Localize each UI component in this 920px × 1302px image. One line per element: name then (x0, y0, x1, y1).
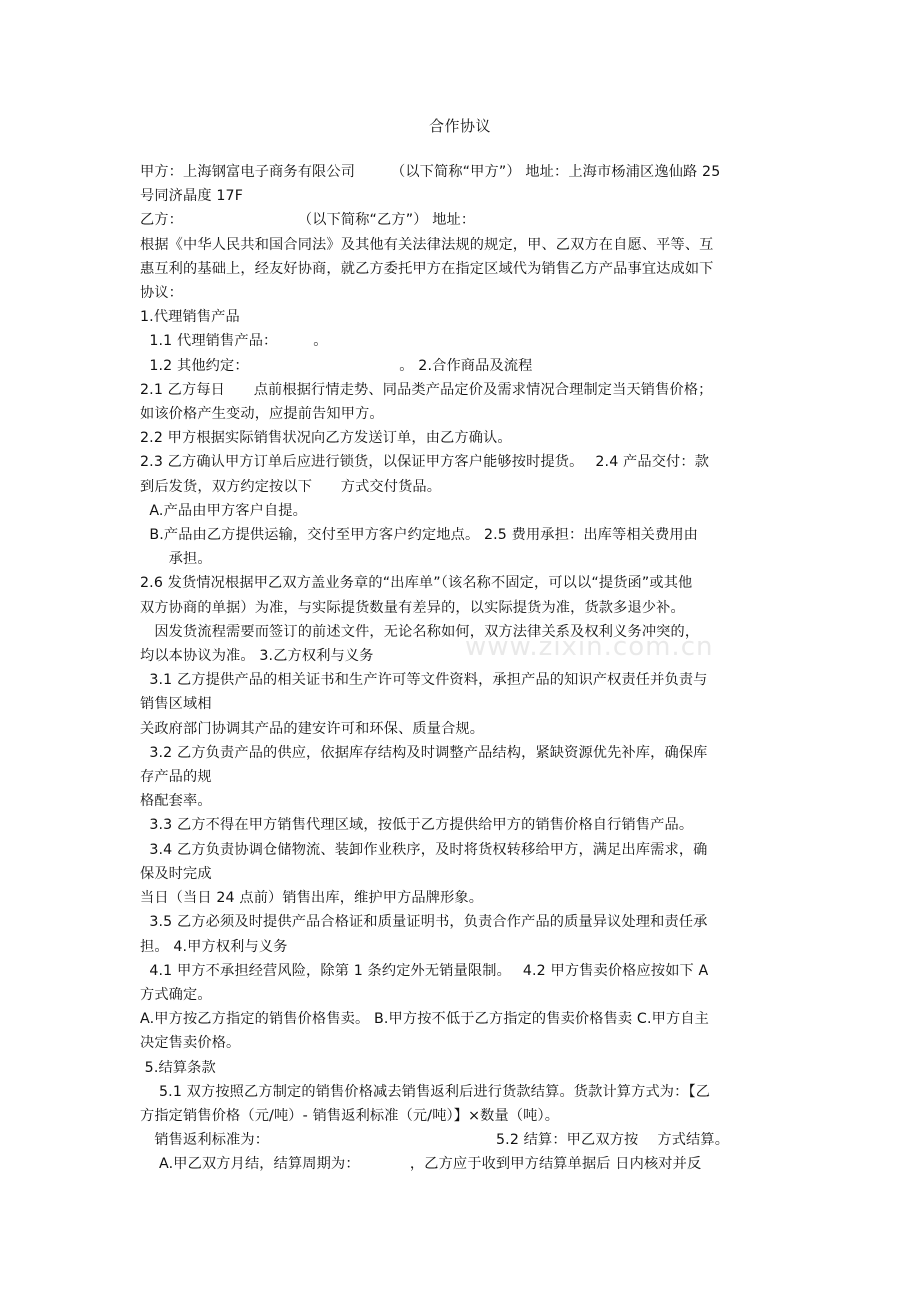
document-line: 因发货流程需要而签订的前述文件，无论名称如何，双方法律关系及权利义务冲突的， (140, 623, 700, 640)
document-line: 惠互利的基础上，经友好协商，就乙方委托甲方在指定区域代为销售乙方产品事宜达成如下 (140, 260, 714, 277)
document-line: A.产品由甲方客户自提。 (140, 502, 307, 519)
document-line: 销售区域相 (140, 696, 212, 713)
document-line: 担。 4.甲方权利与义务 (140, 938, 288, 955)
document-line: 到后发货，双方约定按以下 方式交付货品。 (140, 478, 442, 495)
document-line: 决定售卖价格。 (140, 1035, 241, 1052)
document-line: 双方协商的单据）为准，与实际提货数量有差异的，以实际提货为准，货款多退少补。 (140, 599, 685, 616)
document-line: 格配套率。 (140, 793, 212, 810)
document-line: 3.3 乙方不得在甲方销售代理区域，按低于乙方提供给甲方的销售价格自行销售产品。 (140, 817, 694, 834)
document-line: 均以本协议为准。 3.乙方权利与义务 (140, 648, 374, 665)
document-line: 1.1 代理销售产品： 。 (140, 333, 328, 350)
document-line: A.甲乙双方月结，结算周期为： ，乙方应于收到甲方结算单据后 日内核对并反 (140, 1156, 702, 1173)
document-line: 方式确定。 (140, 986, 212, 1003)
document-line: 如该价格产生变动，应提前告知甲方。 (140, 406, 384, 423)
document-line: 号同济晶度 17F (140, 188, 244, 205)
document-line: 承担。 (140, 551, 212, 568)
document-body (140, 160, 788, 1177)
document-line: 协议： (140, 285, 184, 302)
document-line: 5.结算条款 (140, 1059, 216, 1076)
document-line: A.甲方按乙方指定的销售价格售卖。 B.甲方按不低于乙方指定的售卖价格售卖 C.甲方自主 (140, 1011, 709, 1028)
document-line: 方指定销售价格（元/吨）- 销售返利标准（元/吨）】×数量（吨）。 (140, 1107, 560, 1124)
document-line: 保及时完成 (140, 865, 212, 882)
document-line: 2.1 乙方每日 点前根据行情走势、同品类产品定价及需求情况合理制定当天销售价格； (140, 381, 713, 398)
document-line: 存产品的规 (140, 769, 212, 786)
document-title: 合作协议 (428, 117, 491, 135)
document-line: 当日（当日 24 点前）销售出库，维护甲方品牌形象。 (140, 890, 484, 907)
document-line: 3.1 乙方提供产品的相关证书和生产许可等文件资料，承担产品的知识产权责任并负责与 (140, 672, 708, 689)
watermark: www.zixin.com.cn (465, 632, 714, 662)
document-line: 1.2 其他约定： 。 2.合作商品及流程 (140, 357, 533, 374)
document-line: 4.1 甲方不承担经营风险，除第 1 条约定外无销量限制。 4.2 甲方售卖价格应按如下 A (140, 962, 709, 979)
document-line: 1.代理销售产品 (140, 309, 240, 326)
document-line: 3.5 乙方必须及时提供产品合格证和质量证明书，负责合作产品的质量异议处理和责任承 (140, 914, 708, 931)
document-line: B.产品由乙方提供运输，交付至甲方客户约定地点。 2.5 费用承担：出库等相关费用由 (140, 527, 699, 544)
document-line: 根据《中华人民共和国合同法》及其他有关法律法规的规定，甲、乙双方在自愿、平等、互 (140, 236, 714, 253)
document-line: 2.2 甲方根据实际销售状况向乙方发送订单，由乙方确认。 (140, 430, 512, 447)
document-line: 3.2 乙方负责产品的供应，依据库存结构及时调整产品结构，紧缺资源优先补库，确保库 (140, 744, 708, 761)
document-line: 甲方：上海钢富电子商务有限公司 （以下简称“甲方”） 地址：上海市杨浦区逸仙路 25 (140, 164, 721, 180)
document-line: 3.4 乙方负责协调仓储物流、装卸作业秩序，及时将货权转移给甲方，满足出库需求，确 (140, 841, 708, 858)
document-line: 关政府部门协调其产品的建安许可和环保、质量合规。 (140, 720, 485, 737)
document-line: 乙方： （以下简称“乙方”） 地址： (140, 212, 476, 229)
document-line: 5.1 双方按照乙方制定的销售价格减去销售返利后进行货款结算。货款计算方式为：【乙 (140, 1083, 711, 1100)
document-line: 2.6 发货情况根据甲乙双方盖业务章的“出库单”（该名称不固定，可以以“提货函”或其他 (140, 575, 693, 592)
document-line: 2.3 乙方确认甲方订单后应进行锁货，以保证甲方客户能够按时提货。 2.4 产品交付：款 (140, 454, 710, 471)
document-line: 销售返利标准为： 5.2 结算：甲乙双方按 方式结算。 (140, 1132, 730, 1149)
